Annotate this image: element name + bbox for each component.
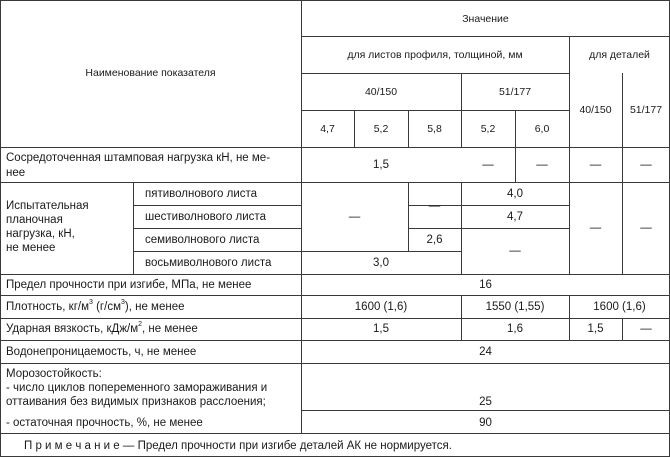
impact-value-51-177: 1,6 bbox=[507, 323, 523, 335]
plank-six-51-177: 4,7 bbox=[507, 211, 523, 223]
plank-sub-eight: восьмиволнового листа bbox=[145, 257, 272, 269]
plank-dash-parts-40: — bbox=[589, 222, 602, 234]
plank-seven-58: 2,6 bbox=[426, 234, 443, 246]
plank-dash-47-52: — bbox=[348, 211, 361, 223]
stamp-value-51-60: — bbox=[536, 159, 548, 171]
grid-line bbox=[408, 228, 461, 229]
strength-value: 16 bbox=[479, 279, 492, 291]
frost-label-line: Морозостойкость: bbox=[6, 368, 102, 380]
thickness-cell: 5,2 bbox=[373, 123, 389, 135]
grid-line bbox=[461, 205, 569, 206]
thickness-cell: 6,0 bbox=[534, 123, 550, 135]
grid-line bbox=[301, 36, 670, 37]
grid-line bbox=[133, 251, 301, 252]
table-border-top bbox=[0, 0, 670, 1]
density-value-51-177: 1550 (1,55) bbox=[485, 301, 545, 313]
density-label: Плотность, $кг/м^3$ $(г/см^3)$, не менее bbox=[6, 299, 185, 313]
grid-line bbox=[0, 433, 670, 434]
plank-five-51-177: 4,0 bbox=[507, 188, 523, 200]
plank-label-line: Испытательная bbox=[6, 200, 89, 212]
frost-label-line: - число циклов попеременного замораживания и bbox=[6, 382, 268, 394]
grid-line bbox=[0, 274, 670, 275]
header-profile-40-150: 40/150 bbox=[364, 86, 398, 98]
plank-label-line: не менее bbox=[6, 242, 56, 254]
grid-line bbox=[0, 340, 670, 341]
header-value-label: Значение bbox=[462, 13, 509, 25]
grid-line bbox=[301, 410, 670, 411]
density-value-parts: 1600 (1,6) bbox=[593, 301, 646, 313]
grid-line bbox=[133, 205, 301, 206]
frost-residual-label: - остаточная прочность, %, не менее bbox=[6, 417, 203, 429]
stamp-label-line2: нее bbox=[6, 167, 26, 179]
grid-line bbox=[0, 363, 670, 364]
plank-dash-58: — bbox=[428, 200, 441, 212]
water-value: 24 bbox=[479, 346, 492, 358]
plank-label-line: нагрузка, кН, bbox=[6, 228, 75, 240]
grid-line bbox=[301, 73, 569, 74]
plank-label bbox=[6, 199, 89, 255]
header-parts: для деталей bbox=[589, 49, 650, 61]
grid-line bbox=[301, 110, 569, 111]
grid-line bbox=[461, 228, 569, 229]
plank-dash-51-177: — bbox=[509, 245, 521, 257]
stamp-value-51-52: — bbox=[482, 159, 494, 171]
stamp-value-40-150: 1,5 bbox=[373, 159, 389, 171]
plank-sub-seven: семиволнового листа bbox=[145, 234, 260, 246]
plank-sub-five: пятиволнового листа bbox=[145, 188, 258, 200]
note-prefix: П р и м е ч а н и е bbox=[24, 440, 120, 452]
grid-line bbox=[301, 251, 461, 252]
impact-value-parts-40: 1,5 bbox=[587, 323, 604, 335]
impact-label: Ударная вязкость, кДж/$м^2$, не менее bbox=[6, 321, 198, 335]
header-parts-51-177: 51/177 bbox=[629, 104, 663, 116]
impact-value-parts-51: — bbox=[640, 323, 652, 335]
grid-line bbox=[133, 182, 134, 274]
plank-sub-six: шестиволнового листа bbox=[145, 211, 266, 223]
header-profile-51-177: 51/177 bbox=[498, 86, 532, 98]
header-profile-sheets: для листов профиля, толщиной, мм bbox=[347, 49, 523, 61]
header-name-label: Наименование показателя bbox=[85, 67, 216, 79]
thickness-cell: 5,8 bbox=[427, 123, 442, 135]
note-text: — Предел прочности при изгибе деталей АК не нормируется. bbox=[119, 440, 452, 452]
header-parts-40-150: 40/150 bbox=[579, 104, 612, 116]
stamp-value-parts-51: — bbox=[640, 159, 652, 171]
water-label: Водонепроницаемость, ч, не менее bbox=[6, 346, 197, 358]
density-value-40-150: 1600 (1,6) bbox=[354, 301, 408, 313]
frost-residual-value: 90 bbox=[479, 417, 492, 429]
plank-eight-40-150: 3,0 bbox=[373, 257, 389, 269]
strength-label: Предел прочности при изгибе, МПа, не менее bbox=[6, 279, 252, 291]
thickness-cell: 5,2 bbox=[480, 123, 496, 135]
stamp-value-parts-40: — bbox=[589, 159, 602, 171]
impact-value-40-150: 1,5 bbox=[373, 323, 389, 335]
table-note bbox=[24, 439, 452, 453]
thickness-cell: 4,7 bbox=[320, 123, 335, 135]
frost-label-line: оттаивания без видимых признаков расслоения; bbox=[6, 396, 266, 408]
frost-cycles-value: 25 bbox=[479, 396, 492, 408]
plank-label-line: планочная bbox=[6, 214, 63, 226]
grid-line bbox=[133, 228, 301, 229]
stamp-label-line1: Сосредоточенная штамповая нагрузка кН, не ме- bbox=[6, 152, 271, 164]
frost-label bbox=[6, 367, 267, 409]
plank-dash-parts-51: — bbox=[640, 222, 652, 234]
